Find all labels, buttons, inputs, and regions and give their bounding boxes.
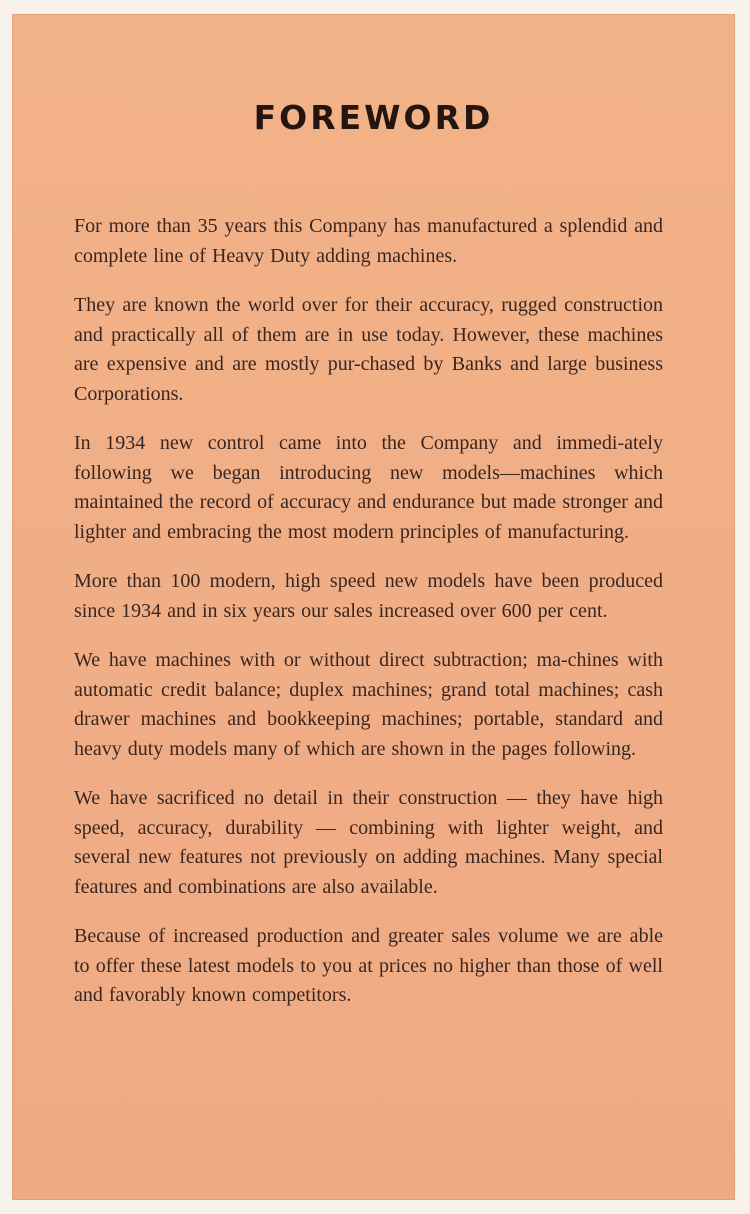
paragraph-6: We have sacrificed no detail in their construction — they have high speed, accuracy, durability — combining with lighter weight, and several new features not previously on adding machines. Many special features and combinations are also available. [74,787,663,898]
paragraph-1: For more than 35 years this Company has manufactured a splendid and complete line of Heavy Duty adding machines. [74,215,663,267]
paragraph-7: Because of increased production and greater sales volume we are able to offer these latest models to you at prices no higher than those of well and favorably known competitors. [74,925,663,1006]
foreword-body [74,212,663,1031]
document-page [12,14,735,1200]
paragraph-4: More than 100 modern, high speed new models have been produced since 1934 and in six years our sales increased over 600 per cent. [74,570,663,622]
page-title: FOREWORD [253,98,494,137]
paragraph-2: They are known the world over for their accuracy, rugged construction and practically all of them are in use today. However, these machines are expensive and are mostly pur-chased by Banks and large business Corporations. [74,294,663,405]
paragraph-5: We have machines with or without direct subtraction; ma-chines with automatic credit balance; duplex machines; grand total machines; cash drawer machines and bookkeeping machines; portable, standard and heavy duty models many of which are shown in the pages following. [74,649,663,760]
paragraph-3: In 1934 new control came into the Company and immedi-ately following we began introducing new models—machines which maintained the record of accuracy and endurance but made stronger and lighter and embracing the most modern principles of manufacturing. [74,432,663,543]
